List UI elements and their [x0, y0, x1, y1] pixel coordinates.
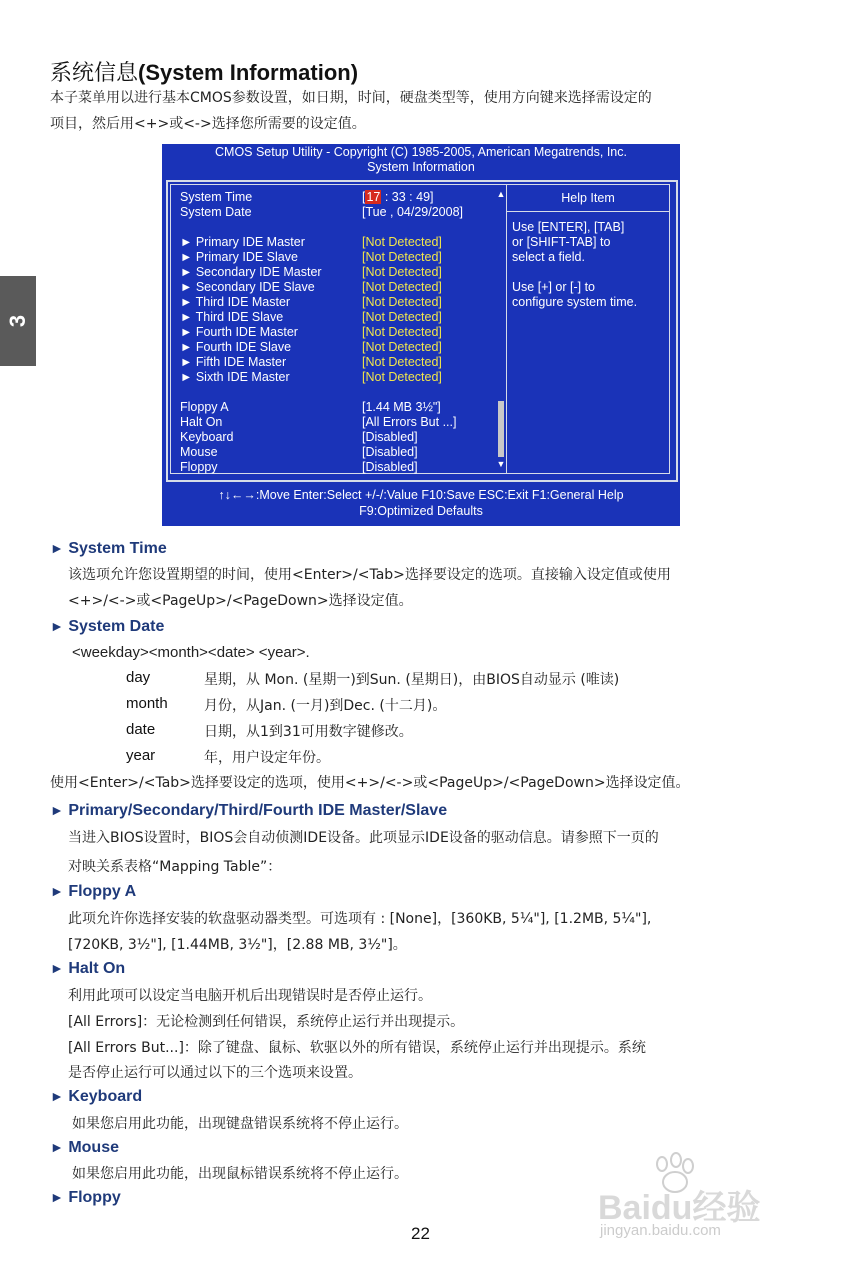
bios-row-ide[interactable]: ► Third IDE Slave [Not Detected]	[180, 310, 442, 324]
help-line: configure system time.	[512, 295, 638, 309]
bios-row-ide[interactable]: ► Third IDE Master [Not Detected]	[180, 295, 442, 309]
title-en: (System Information)	[138, 60, 359, 85]
bios-screen	[162, 144, 680, 526]
bios-row-ide[interactable]: ► Primary IDE Master [Not Detected]	[180, 235, 442, 249]
bios-footer-line-1: ↑↓←→:Move Enter:Select +/-/:Value F10:Save ESC:Exit F1:General Help	[218, 488, 624, 502]
ide-line-1: 当进入BIOS设置时，BIOS会自动侦测IDE设备。此项显示IDE设备的驱动信息。请参照下一页的	[68, 830, 659, 846]
bios-row-floppy-a[interactable]: Floppy A [1.44 MB 3½"]	[180, 400, 441, 414]
def-term: day	[126, 669, 151, 686]
scroll-up-icon[interactable]: ▲	[496, 189, 506, 199]
floppy-a-line-2: [720KB, 3½"], [1.44MB, 3½"]，[2.88 MB, 3½"]。	[68, 937, 407, 953]
system-time-line-2: <+>/<->或<PageUp>/<PageDown>选择设定值。	[68, 593, 413, 609]
ide-line-2: 对映关系表格“Mapping Table”：	[68, 859, 282, 875]
help-line: Use [ENTER], [TAB]	[512, 220, 625, 234]
halt-on-line-1: 利用此项可以设定当电脑开机后出现错误时是否停止运行。	[68, 988, 432, 1004]
bios-header-line-1: CMOS Setup Utility - Copyright (C) 1985-2005, American Megatrends, Inc.	[215, 145, 627, 159]
system-date-after: 使用<Enter>/<Tab>选择要设定的选项，使用<+>/<->或<PageUp>/<PageDown>选择设定值。	[50, 775, 690, 791]
scroll-down-icon[interactable]: ▼	[496, 459, 506, 469]
help-header: Help Item	[507, 185, 669, 212]
def-term: date	[126, 721, 156, 738]
bios-settings-pane	[170, 184, 507, 474]
halt-on-line-2: [All Errors]：无论检测到任何错误，系统停止运行并出现提示。	[68, 1014, 465, 1030]
bios-row-ide[interactable]: ► Fourth IDE Master [Not Detected]	[180, 325, 442, 339]
bios-row-ide[interactable]: ► Fourth IDE Slave [Not Detected]	[180, 340, 442, 354]
bios-row-halt-on[interactable]: Halt On [All Errors But ...]	[180, 415, 457, 429]
help-line: Use [+] or [-] to	[512, 280, 596, 294]
section-heading-floppy-a: ► Floppy A	[50, 883, 137, 900]
help-line: select a field.	[512, 250, 585, 264]
bios-value: [Tue , 04/29/2008]	[362, 205, 464, 219]
intro-line-1: 本子菜单用以进行基本CMOS参数设置，如日期，时间，硬盘类型等，使用方向键来选择需设定的	[50, 90, 652, 106]
def-term: year	[126, 747, 156, 764]
bios-row-system-time[interactable]	[180, 190, 500, 205]
bios-row-ide[interactable]: ► Secondary IDE Slave [Not Detected]	[180, 280, 442, 294]
bios-inner	[170, 184, 670, 474]
page-title	[50, 56, 358, 87]
bios-row-mouse[interactable]: Mouse [Disabled]	[180, 445, 418, 459]
bios-footer-line-2: F9:Optimized Defaults	[359, 504, 483, 518]
help-line: or [SHIFT-TAB] to	[512, 235, 611, 249]
bios-label: System Time	[180, 190, 253, 204]
intro-line-2: 项目，然后用<+>或<->选择您所需要的设定值。	[50, 116, 366, 132]
title-zh: 系统信息	[50, 61, 139, 86]
section-heading-mouse: ► Mouse	[50, 1139, 119, 1156]
def-desc: 星期，从 Mon. (星期一)到Sun. (星期日)，由BIOS自动显示 (唯读)	[204, 672, 620, 688]
bios-label: System Date	[180, 205, 252, 219]
bios-scrollbar[interactable]	[496, 189, 506, 469]
bios-row-keyboard[interactable]: Keyboard [Disabled]	[180, 430, 418, 444]
section-heading-halt-on: ► Halt On	[50, 960, 126, 977]
bios-header-line-2: System Information	[367, 160, 475, 174]
scroll-thumb[interactable]	[498, 401, 504, 457]
bios-help-pane	[506, 184, 670, 474]
mouse-line: 如果您启用此功能，出现鼠标错误系统将不停止运行。	[72, 1166, 408, 1182]
section-heading-floppy: ► Floppy	[50, 1189, 121, 1206]
def-desc: 年，用户设定年份。	[204, 750, 330, 766]
bios-value: [17 : 33 : 49]	[362, 190, 434, 204]
watermark-brand: Baidu经验	[598, 1189, 761, 1227]
halt-on-line-4: 是否停止运行可以通过以下的三个选项来设置。	[68, 1065, 362, 1081]
bios-row-floppy[interactable]: Floppy [Disabled]	[180, 460, 418, 474]
keyboard-line: 如果您启用此功能，出现键盘错误系统将不停止运行。	[72, 1116, 408, 1132]
bios-row-ide[interactable]: ► Sixth IDE Master [Not Detected]	[180, 370, 442, 384]
section-heading-system-date: ► System Date	[50, 618, 165, 635]
bios-row-ide[interactable]: ► Primary IDE Slave [Not Detected]	[180, 250, 442, 264]
bios-row-ide[interactable]: ► Fifth IDE Master [Not Detected]	[180, 355, 442, 369]
def-desc: 月份，从Jan. (一月)到Dec. (十二月)。	[204, 698, 447, 714]
chapter-tab: 3	[0, 276, 36, 366]
system-time-line-1: 该选项允许您设置期望的时间，使用<Enter>/<Tab>选择要设定的选项。直接输入设定值或使用	[68, 567, 671, 583]
date-format: <weekday><month><date> <year>.	[72, 644, 310, 661]
section-heading-system-time: ► System Time	[50, 540, 167, 557]
def-term: month	[126, 695, 168, 712]
bios-row-system-date[interactable]	[180, 205, 500, 220]
page-number: 22	[411, 1224, 430, 1243]
watermark-url: jingyan.baidu.com	[600, 1222, 721, 1239]
halt-on-line-3: [All Errors But...]：除了键盘、鼠标、软驱以外的所有错误，系统停止运行并出现提示。系统	[68, 1040, 646, 1056]
def-desc: 日期，从1到31可用数字键修改。	[204, 724, 413, 740]
time-hour-field[interactable]: 17	[366, 190, 381, 204]
section-heading-keyboard: ► Keyboard	[50, 1088, 143, 1105]
section-heading-ide: ► Primary/Secondary/Third/Fourth IDE Master/Slave	[50, 802, 448, 819]
floppy-a-line-1: 此项允许你选择安装的软盘驱动器类型。可选项有 : [None]，[360KB, 5¼"], [1.2MB, 5¼"],	[68, 911, 652, 927]
bios-row-ide[interactable]: ► Secondary IDE Master [Not Detected]	[180, 265, 442, 279]
